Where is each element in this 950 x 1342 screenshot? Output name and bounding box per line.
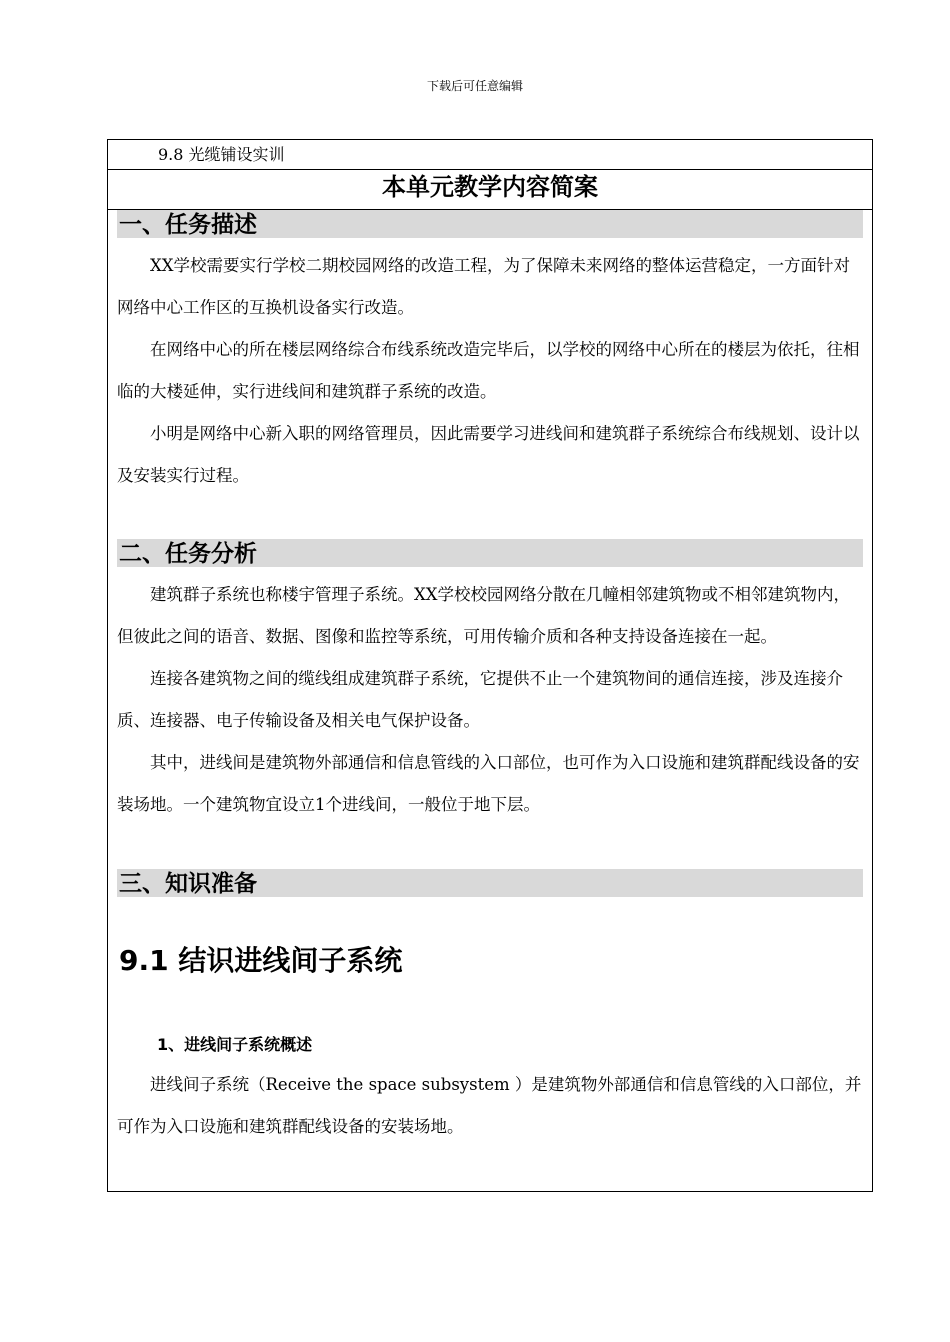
paragraph: 小明是网络中心新入职的网络管理员，因此需要学习进线间和建筑群子系统综合布线规划、设计以及安装实行过程。 — [117, 424, 860, 485]
lesson-content — [108, 210, 872, 1148]
page-header-note: 下载后可任意编辑 — [426, 79, 523, 93]
table-title: 本单元教学内容简案 — [108, 170, 872, 210]
section-heading-knowledge-prep: 三、知识准备 — [117, 869, 863, 897]
paragraph: 连接各建筑物之间的缆线组成建筑群子系统，它提供不止一个建筑物间的通信连接，涉及连接介质、连接器、电子传输设备及相关电气保护设备。 — [117, 669, 843, 730]
paragraph: XX学校需要实行学校二期校园网络的改造工程，为了保障未来网络的整体运营稳定，一方面针对网络中心工作区的互换机设备实行改造。 — [117, 256, 850, 317]
minor-heading-overview: 1、进线间子系统概述 — [157, 1035, 313, 1054]
chapter-label: 9.8 光缆铺设实训 — [108, 140, 872, 170]
paragraph: 建筑群子系统也称楼宇管理子系统。XX学校校园网络分散在几幢相邻建筑物或不相邻建筑物内，但彼此之间的语音、数据、图像和监控等系统，可用传输介质和各种支持设备连接在一起。 — [117, 585, 850, 646]
paragraph: 进线间子系统（Receive the space subsystem ）是建筑物外部通信和信息管线的入口部位，并可作为入口设施和建筑群配线设备的安装场地。 — [117, 1075, 862, 1136]
paragraph: 其中，进线间是建筑物外部通信和信息管线的入口部位，也可作为入口设施和建筑群配线设备的安装场地。一个建筑物宜设立1个进线间，一般位于地下层。 — [117, 753, 860, 814]
section-heading-task-description: 一、任务描述 — [117, 210, 863, 238]
lesson-table — [107, 139, 873, 1192]
section-heading-task-analysis: 二、任务分析 — [117, 539, 863, 567]
subheading-9-1: 9.1 结识进线间子系统 — [119, 944, 403, 977]
paragraph: 在网络中心的所在楼层网络综合布线系统改造完毕后，以学校的网络中心所在的楼层为依托，往相临的大楼延伸，实行进线间和建筑群子系统的改造。 — [117, 340, 860, 401]
